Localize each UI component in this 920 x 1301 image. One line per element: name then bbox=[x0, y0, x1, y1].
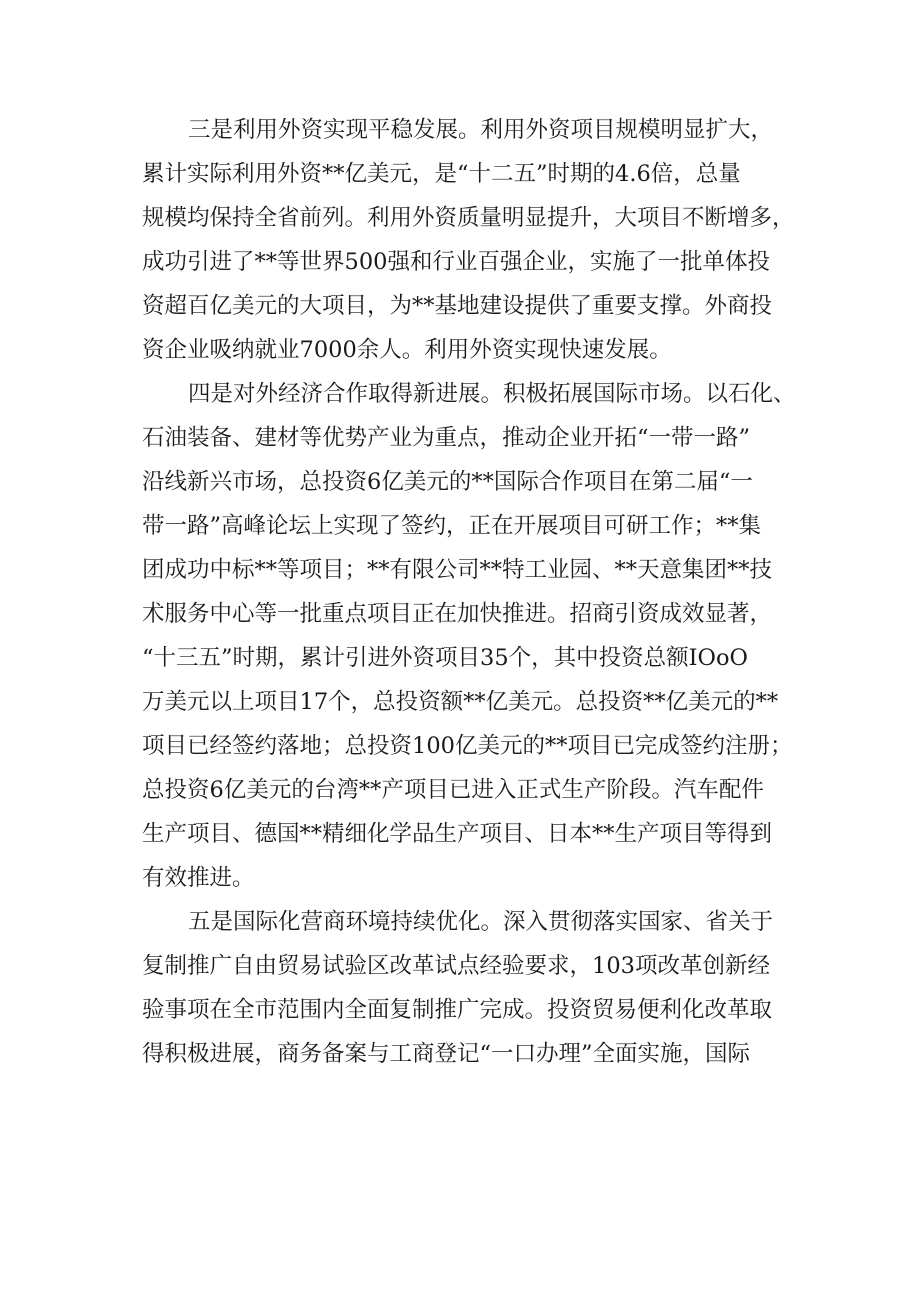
paragraph-line: 总投资6亿美元的台湾**产项目已进入正式生产阶段。汽车配件 bbox=[142, 777, 764, 803]
paragraph-line: 有效推进。 bbox=[142, 865, 255, 891]
paragraph-line: 五是国际化营商环境持续优化。深入贯彻落实国家、省关于 bbox=[188, 909, 774, 935]
paragraph-line: 成功引进了**等世界500强和行业百强企业，实施了一批单体投 bbox=[142, 249, 770, 275]
paragraph-line: 资企业吸纳就业7000余人。利用外资实现快速发展。 bbox=[142, 337, 672, 363]
paragraph-line: 资超百亿美元的大项目，为**基地建设提供了重要支撑。外商投 bbox=[142, 293, 773, 319]
paragraph-line: 沿线新兴市场，总投资6亿美元的**国际合作项目在第二届“一 bbox=[142, 469, 753, 495]
paragraph-line: 验事项在全市范围内全面复制推广完成。投资贸易便利化改革取 bbox=[142, 997, 773, 1023]
paragraph-line: 复制推广自由贸易试验区改革试点经验要求，103项改革创新经 bbox=[142, 953, 770, 979]
paragraph-line: 术服务中心等一批重点项目正在加快推进。招商引资成效显著， bbox=[142, 601, 773, 627]
paragraph-line: 累计实际利用外资**亿美元，是“十二五”时期的4.6倍，总量 bbox=[142, 161, 741, 187]
paragraph-line: 生产项目、德国**精细化学品生产项目、日本**生产项目等得到 bbox=[142, 821, 773, 847]
paragraph-line: “十三五”时期，累计引进外资项目35个，其中投资总额IOoO bbox=[142, 645, 748, 671]
paragraph-line: 得积极进展，商务备案与工商登记“一口办理”全面实施，国际 bbox=[142, 1041, 751, 1067]
paragraph-line: 三是利用外资实现平稳发展。利用外资项目规模明显扩大， bbox=[188, 117, 774, 143]
paragraph-line: 带一路”高峰论坛上实现了签约，正在开展项目可研工作；**集 bbox=[142, 513, 762, 539]
paragraph-line: 项目已经签约落地；总投资100亿美元的**项目已完成签约注册； bbox=[142, 733, 793, 759]
paragraph-line: 万美元以上项目17个，总投资额**亿美元。总投资**亿美元的** bbox=[142, 689, 779, 715]
paragraph-line: 石油装备、建材等优势产业为重点，推动企业开拓“一带一路” bbox=[142, 425, 751, 451]
paragraph-line: 四是对外经济合作取得新进展。积极拓展国际市场。以石化、 bbox=[188, 381, 796, 407]
paragraph-line: 团成功中标**等项目；**有限公司**特工业园、**天意集团**技 bbox=[142, 557, 773, 583]
paragraph-line: 规模均保持全省前列。利用外资质量明显提升，大项目不断增多， bbox=[142, 205, 795, 231]
